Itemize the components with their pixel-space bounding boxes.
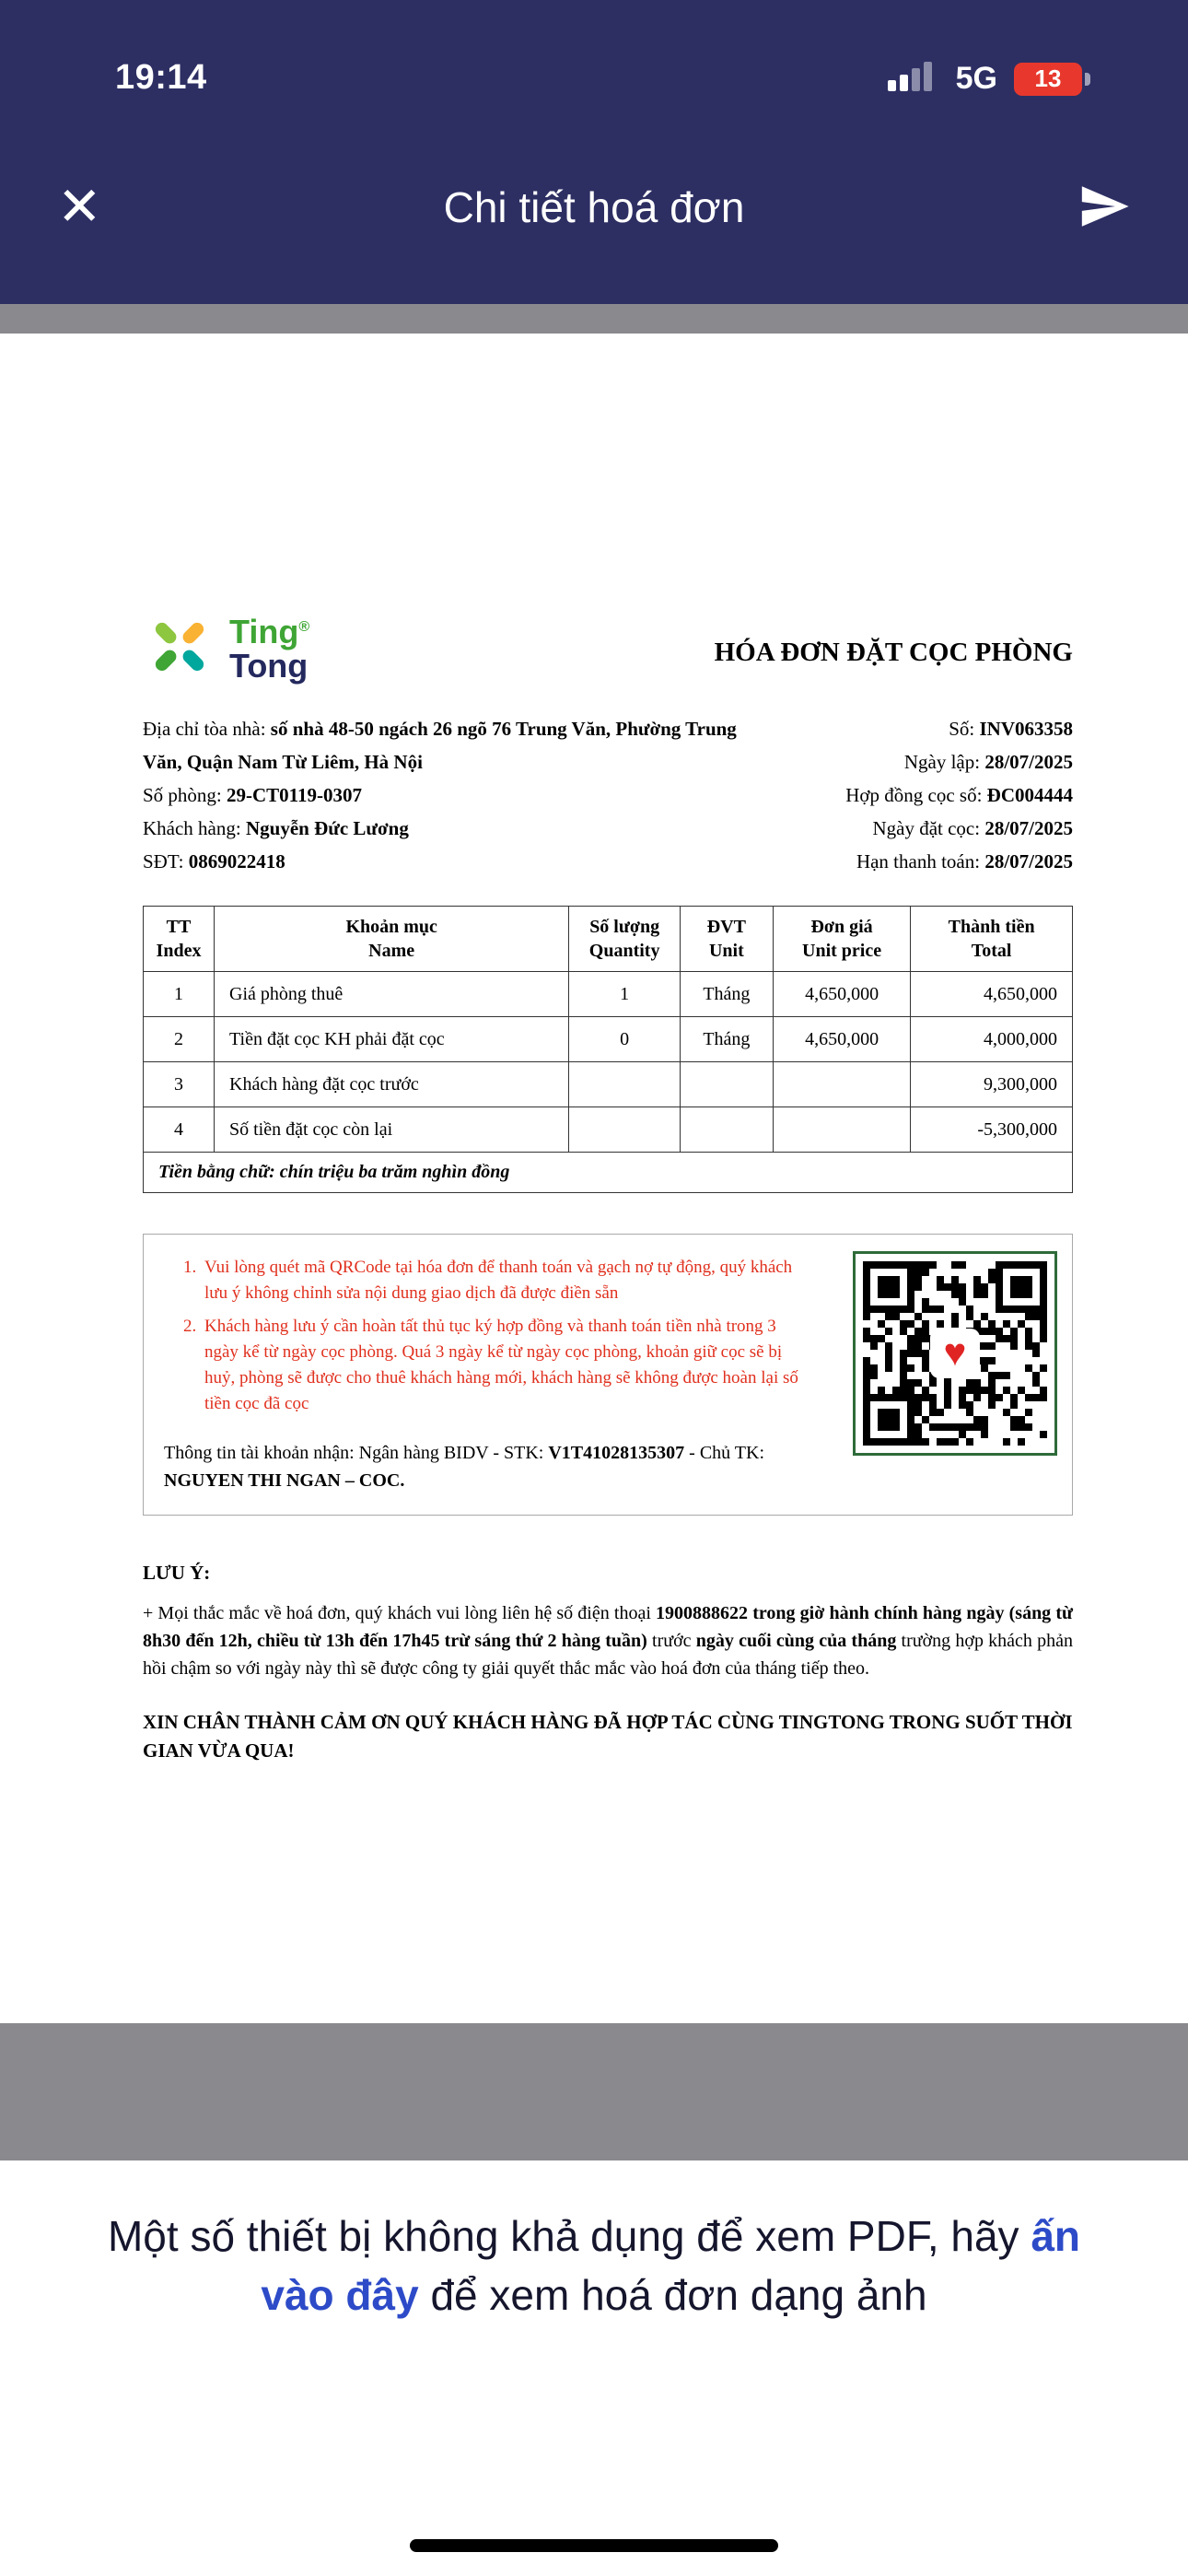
room-number	[143, 779, 741, 812]
table-cell: 9,300,000	[911, 1062, 1073, 1107]
text-part: Hợp đồng cọc số:	[845, 784, 987, 806]
text-part: INV063358	[979, 718, 1073, 740]
receiving-account-info	[155, 1439, 814, 1494]
deposit-date	[845, 812, 1073, 845]
payment-notes-box	[143, 1234, 1073, 1516]
thank-you-text: XIN CHÂN THÀNH CẢM ƠN QUÝ KHÁCH HÀNG ĐÃ HỢP TÁC CÙNG TINGTONG TRONG SUỐT THỜI GIAN VỪA QUA!	[143, 1711, 1073, 1762]
amount-in-words	[143, 1153, 1073, 1193]
table-cell: Giá phòng thuê	[215, 972, 569, 1017]
notice-title: LƯU Ý:	[143, 1562, 211, 1584]
signal-bars-icon	[888, 60, 939, 98]
table-cell: Tiền đặt cọc KH phải đặt cọc	[215, 1017, 569, 1062]
col-header-total: Thành tiền Total	[911, 907, 1073, 972]
pdf-viewer[interactable]	[0, 304, 1188, 2160]
text-part: chín triệu ba trăm nghìn đồng	[279, 1162, 510, 1182]
table-cell: 1	[569, 972, 681, 1017]
tingtong-flower-icon	[143, 610, 216, 688]
brand-name-top: Ting®	[229, 612, 310, 650]
col-header-index: TT Index	[144, 907, 215, 972]
note-item: 2. Khách hàng lưu ý cần hoàn tất thủ tục ký hợp đồng và thanh toán tiền nhà trong 3 ngày kể từ ngày cọc phòng. Quá 3 ngày kể từ ngày cọc phòng, khoản giữ cọc sẽ bị huỷ, phòng sẽ được cho thuê khách hàng mới, khách hàng sẽ không được hoàn lại số tiền cọc đã cọc	[201, 1314, 814, 1417]
text-part: 28/07/2025	[984, 850, 1073, 872]
table-cell: -5,300,000	[911, 1107, 1073, 1153]
text-part: Tiền bằng chữ:	[158, 1162, 280, 1182]
invoice-page	[0, 334, 1188, 2023]
text-part: Hạn thanh toán:	[856, 850, 985, 872]
text-part: ĐC004444	[986, 784, 1073, 806]
table-cell	[680, 1062, 773, 1107]
table-row	[144, 1107, 1073, 1153]
notice-body	[143, 1599, 1073, 1682]
table-cell: 2	[144, 1017, 215, 1062]
send-icon	[1077, 222, 1131, 236]
table-row	[144, 972, 1073, 1017]
registered-mark: ®	[298, 618, 310, 635]
invoice-table	[143, 906, 1073, 1153]
text-part: trường hợp khách phản hồi chậm so với ngày này thì sẽ được công ty giải quyết thắc mắc vào hoá đơn của tháng tiếp theo.	[143, 1631, 1074, 1679]
table-cell: 3	[144, 1062, 215, 1107]
table-cell: 4,650,000	[773, 1017, 910, 1062]
text-part: Khách hàng:	[143, 817, 246, 839]
col-header-unit-price: Đơn giá Unit price	[773, 907, 910, 972]
home-indicator[interactable]	[410, 2539, 778, 2552]
text-part: Ngày lập:	[903, 751, 985, 773]
nav-bar	[0, 111, 1188, 304]
issue-date	[845, 745, 1073, 779]
table-cell	[569, 1107, 681, 1153]
table-cell: 4	[144, 1107, 215, 1153]
close-icon: ✕	[57, 177, 102, 237]
table-cell: Khách hàng đặt cọc trước	[215, 1062, 569, 1107]
text-part: Nguyễn Đức Lương	[245, 817, 409, 839]
view-image-link[interactable]: ấn vào đây	[261, 2212, 1081, 2319]
text-part: trước	[646, 1631, 696, 1651]
clock: 19:14	[115, 58, 207, 97]
col-header-quantity: Số lượng Quantity	[569, 907, 681, 972]
table-cell	[773, 1062, 910, 1107]
table-cell: 0	[569, 1017, 681, 1062]
text-part: 1900888622 trong giờ hành chính hàng ngày (sáng từ 8h30 đến 12h, chiều từ 13h đến 17h45 trừ sáng thứ 2 hàng tuần)	[143, 1603, 1074, 1651]
text-part: SĐT:	[143, 850, 189, 872]
battery-icon	[1014, 63, 1082, 96]
table-cell	[773, 1107, 910, 1153]
text-part: Số phòng:	[143, 784, 227, 806]
text-part: 28/07/2025	[984, 817, 1073, 839]
table-cell	[680, 1107, 773, 1153]
qr-frame	[853, 1251, 1057, 1456]
table-cell: Tháng	[680, 1017, 773, 1062]
text-part: để xem hoá đơn dạng ảnh	[418, 2271, 927, 2319]
note-item: 1. Vui lòng quét mã QRCode tại hóa đơn để thanh toán và gạch nợ tự động, quý khách lưu ý không chỉnh sửa nội dung giao dịch đã được điền sẵn	[201, 1255, 814, 1306]
building-address	[143, 712, 741, 779]
table-cell: Tháng	[680, 972, 773, 1017]
close-button[interactable]	[57, 177, 102, 237]
table-row	[144, 1017, 1073, 1062]
col-header-unit: ĐVT Unit	[680, 907, 773, 972]
status-bar	[0, 0, 1188, 111]
brand-name-bottom: Tong	[229, 646, 309, 685]
text-part: - Chủ TK:	[684, 1443, 765, 1463]
text-part: ngày cuối cùng của tháng	[695, 1631, 902, 1651]
col-header-name: Khoản mục Name	[215, 907, 569, 972]
battery-percent: 13	[1034, 64, 1062, 92]
table-cell: 4,000,000	[911, 1017, 1073, 1062]
text-part: + Mọi thắc mắc về hoá đơn, quý khách vui lòng liên hệ số điện thoại	[143, 1603, 657, 1623]
text-part: 29-CT0119-0307	[227, 784, 363, 806]
payment-notes-list	[155, 1255, 814, 1417]
text-part: 0869022418	[188, 850, 285, 872]
page-title: Chi tiết hoá đơn	[443, 183, 745, 231]
network-type: 5G	[955, 61, 997, 96]
text-part: Một số thiết bị không khả dụng để xem PDF, hãy	[107, 2212, 1031, 2260]
invoice-title: HÓA ĐƠN ĐẶT CỌC PHÒNG	[714, 638, 1073, 667]
text-part: NGUYEN THI NGAN – COC.	[164, 1470, 405, 1491]
table-cell: 4,650,000	[773, 972, 910, 1017]
text-part: Số:	[949, 718, 980, 740]
contract-number	[845, 779, 1073, 812]
table-cell: 1	[144, 972, 215, 1017]
text-part: Thông tin tài khoản nhận: Ngân hàng BIDV - STK:	[164, 1443, 549, 1463]
text-part: Ngày đặt cọc:	[872, 817, 985, 839]
text-part: Địa chỉ tòa nhà:	[143, 718, 271, 740]
pdf-fallback-message	[74, 2207, 1114, 2324]
text-part: 28/07/2025	[984, 751, 1073, 773]
payment-due-date	[845, 845, 1073, 878]
brand-logo	[143, 610, 309, 688]
send-button[interactable]	[1077, 180, 1131, 236]
text-part: số nhà 48-50 ngách 26 ngõ 76 Trung Văn, Phường Trung Văn, Quận Nam Từ Liêm, Hà Nội	[143, 718, 737, 773]
qr-center-logo-icon: ♥	[856, 1254, 1054, 1453]
table-row	[144, 1062, 1073, 1107]
table-cell: Số tiền đặt cọc còn lại	[215, 1107, 569, 1153]
table-cell	[569, 1062, 681, 1107]
customer-name	[143, 812, 741, 845]
footer	[0, 2160, 1188, 2576]
invoice-number	[845, 712, 1073, 745]
table-cell: 4,650,000	[911, 972, 1073, 1017]
customer-phone	[143, 845, 741, 878]
table-header-row	[144, 907, 1073, 972]
text-part: V1T41028135307	[548, 1443, 685, 1463]
